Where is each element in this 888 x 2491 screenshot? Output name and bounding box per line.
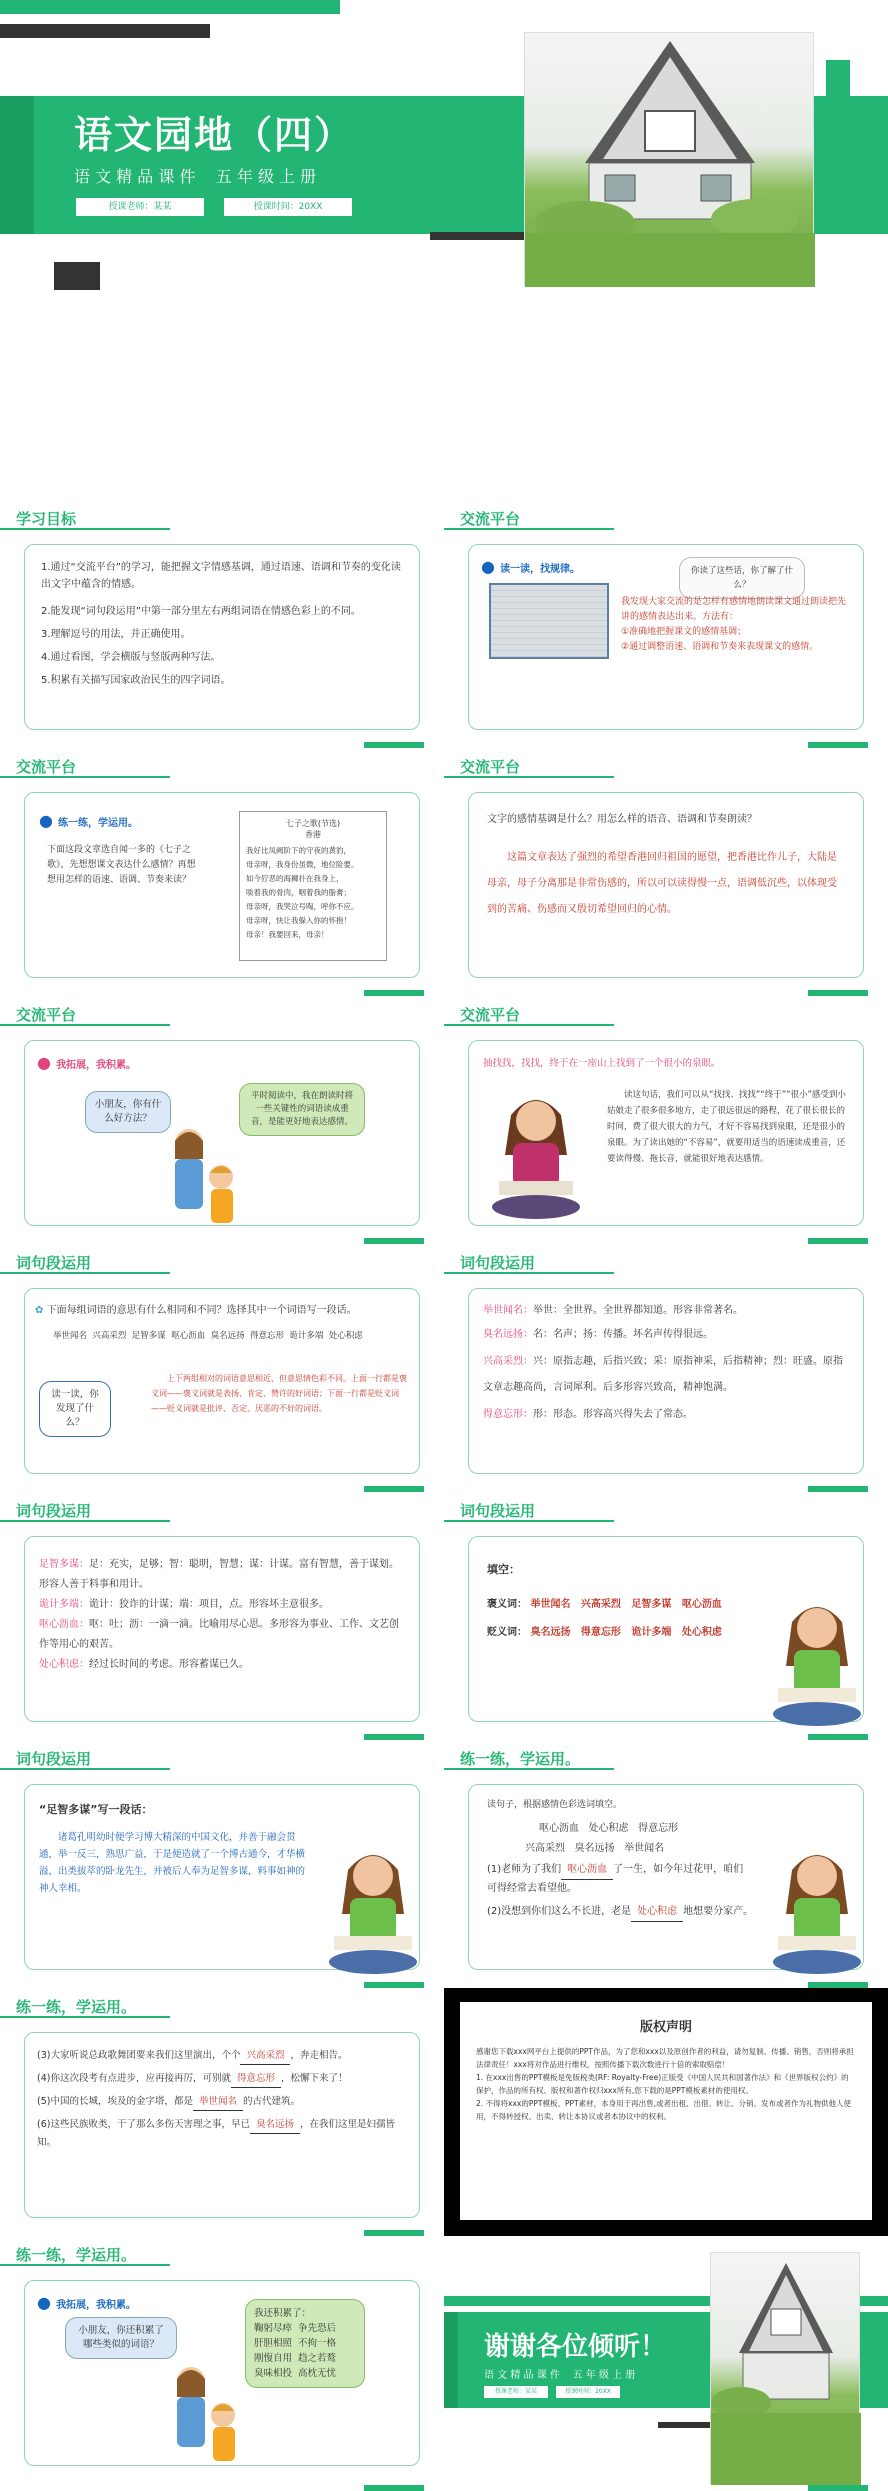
poem-sub: 香港 bbox=[305, 830, 321, 839]
slide-title: 版权声明 bbox=[639, 2020, 692, 2035]
term: 呕心沥血： bbox=[39, 1619, 89, 1630]
end-slide bbox=[444, 2236, 888, 2491]
bullet: 我拓展，我积累。 bbox=[56, 2300, 137, 2311]
word-list: 举世闻名 兴高采烈 足智多谋 呕心沥血 臭名远扬 得意忘形 诡计多端 处心积虑 bbox=[53, 1331, 363, 1341]
slide-title: 交流平台 bbox=[16, 1006, 77, 1024]
fill-label: 填空： bbox=[487, 1563, 520, 1576]
head-text: “足智多谋”写一段话： bbox=[39, 1803, 153, 1816]
subtitle: 语 文 精 品 课 件 五 年 级 上 册 bbox=[484, 2370, 636, 2381]
sentence-part: 了一生，如今年过花甲，咱们可得经常去看望他。 bbox=[487, 1864, 744, 1894]
poem-text: 我好比凤阙阶下的守夜的黄豹， 母亲呀，我身份虽微，地位险要。 如今狞恶的海狮扑在我身上， 啖着我的骨肉，咽着我的脂膏； 母亲呀，我哭泣号啕，呼你不应。 母亲呀，快让我躲入你的怀抱！ 母亲！我要回来，母亲！ bbox=[246, 846, 359, 939]
slide-practice-1 bbox=[444, 1740, 888, 1988]
girl-reading-illustration bbox=[762, 1840, 872, 1976]
girl-reading-illustration bbox=[481, 1085, 591, 1221]
bullet: 练一练，学运用。 bbox=[58, 818, 139, 829]
teacher-bubble: 小朋友，你有什么好方法？ bbox=[85, 1091, 171, 1133]
sentence-part: ，松懈下来了！ bbox=[280, 2073, 348, 2084]
slide-title: 交流平台 bbox=[16, 758, 77, 776]
slide-words-1: 词句段运用 ✿ 下面每组词语的意思有什么相同和不同？选择其中一个词语写一段话。 举世闻名 兴高采烈 足智多谋 呕心沥血 臭名远扬 得意忘形 诡计多端 处心积虑 读一读，你发现了什么？ 上下两组相对的词语意思相近，但意思情色彩不同。上面一行都是褒义词——褒义词就是表扬、肯定、赞许的好词语；下面一行都是贬义词——贬义词就是批评、否定、厌恶的不好的词语。 bbox=[0, 1244, 444, 1492]
definition: 足：充实，足够；智：聪明，智慧；谋：计谋。富有智慧，善于谋划。形容人善于料事和用计。 bbox=[39, 1559, 399, 1590]
sentence-part: (4)你这次段考有点进步，应再接再厉，可别就 bbox=[37, 2073, 231, 2084]
thanks-title: 谢谢各位倾听！ bbox=[484, 2332, 667, 2362]
copyright-text: 感谢您下载xxx网平台上提供的PPT作品，为了您和xxx以及原创作者的利益，请勿复制、传播、销售，否则将承担法律责任！xxx将对作品进行维权，按照传播下载次数进行十倍的索取赔偿！ 1. 在xxx出售的PPT模板是免版税类(RF: Royalty-Free)正版受《中国人民共和国著作法》和《世界版权公约》的保护，作品的所有权、版权和著作权归xxx所有,您下载的是PPT模板素材的使用权。 2. 不得将xxx的PPT模板、PPT素材，本身用于再出售,或者出租、出借、转让、分销、发布或者作为礼物供他人使用，不得转授权、出卖、转让本协议或者本协议中的权利。 bbox=[476, 2047, 854, 2121]
commend-label: 褒义词： bbox=[487, 1599, 527, 1610]
answer-blank[interactable]: 呕心沥血 bbox=[561, 1861, 613, 1880]
commend-words: 举世闻名 兴高采烈 足智多谋 呕心沥血 bbox=[530, 1599, 722, 1610]
slide-words-5 bbox=[0, 1740, 444, 1988]
bubble: 读一读，你发现了什么？ bbox=[39, 1381, 111, 1437]
slide-exchange-4: 交流平台 ● 我拓展，我积累。 小朋友，你有什么好方法？ 平时阅读中，我在朗读时将一些关键性的词语读成重音，是能更好地表达感情。 bbox=[0, 996, 444, 1244]
teacher-child-illustration bbox=[157, 2357, 247, 2467]
subtitle: 语 文 精 品 课 件 五 年 级 上 册 bbox=[74, 167, 317, 186]
girl-reading-illustration bbox=[318, 1840, 428, 1976]
slide-title: 词句段运用 bbox=[460, 1254, 536, 1272]
slide-title: 练一练，学运用。 bbox=[16, 1998, 137, 2016]
definition: 举世：全世界。全世界都知道。形容非常著名。 bbox=[533, 1305, 743, 1316]
term: 处心积虑： bbox=[39, 1659, 89, 1670]
answer-blank[interactable]: 兴高采烈 bbox=[240, 2047, 290, 2065]
goal-item: 1.通过“交流平台”的学习，能把握文字情感基调，通过语速、语调和节奏的变化读出文字中蕴含的情感。 bbox=[41, 562, 401, 590]
teacher-label: 授课老师：某某 bbox=[484, 2386, 548, 2398]
slide-words-2 bbox=[444, 1244, 888, 1492]
slide-title: 词句段运用 bbox=[16, 1254, 92, 1272]
bubble: 你读了这些话，你了解了什么？ bbox=[679, 557, 805, 599]
slide-title: 练一练，学运用。 bbox=[16, 2246, 137, 2264]
answer-text: 我发现大家交流的是怎样有感情地朗读课文通过朗读把先讲的感情表达出来。方法有： ①准确地把握课文的感情基调； ②通过调整语速、语调和节奏来表现课文的感情。 bbox=[621, 597, 847, 652]
term: 得意忘形： bbox=[483, 1409, 533, 1420]
word-row: 兴高采烈 臭名远扬 举世闻名 bbox=[525, 1843, 665, 1854]
slide-title: 练一练，学运用。 bbox=[460, 1750, 581, 1768]
book-photo bbox=[489, 583, 609, 659]
house-photo bbox=[710, 2252, 860, 2484]
slide-title: 词句段运用 bbox=[16, 1750, 92, 1768]
sentence-part: 地想要分家产。 bbox=[683, 1906, 754, 1917]
definition: 呕：吐；沥：一滴一滴。比喻用尽心思。多形容为事业、工作、文艺创作等用心的艰苦。 bbox=[39, 1619, 399, 1650]
term: 举世闻名： bbox=[483, 1305, 533, 1316]
term: 臭名远扬： bbox=[483, 1329, 533, 1340]
girl-reading-illustration bbox=[762, 1592, 872, 1728]
answer-text: 这篇文章表达了强烈的希望香港回归祖国的愿望，把香港比作儿子，大陆是母亲，母子分离那是非常伤感的，所以可以读得慢一点，语调低沉些，以体现受到的苦痛、伤感而又殷切希望回归的心情。 bbox=[487, 852, 837, 915]
sentence-part: (6)这些民族败类，干了那么多伤天害理之事，早已 bbox=[37, 2119, 250, 2130]
answer-blank[interactable]: 举世闻名 bbox=[193, 2093, 243, 2111]
goal-item: 5.积累有关描写国家政治民生的四字词语。 bbox=[41, 675, 231, 686]
sentence-part: (5)中国的长城，埃及的金字塔，都是 bbox=[37, 2096, 193, 2107]
poem-box bbox=[239, 811, 387, 961]
sentence-part: ，在我们这里是妇孺皆知。 bbox=[37, 2119, 395, 2148]
slide-practice-2 bbox=[0, 1988, 444, 2236]
answer-blank[interactable]: 臭名远扬 bbox=[250, 2116, 300, 2134]
child-bubble: 平时阅读中，我在朗读时将一些关键性的词语读成重音，是能更好地表达感情。 bbox=[239, 1083, 365, 1136]
question-text: 下面每组词语的意思有什么相同和不同？选择其中一个词语写一段话。 bbox=[46, 1305, 357, 1316]
goal-item: 4.通过看图，学会横版与竖版两种写法。 bbox=[41, 652, 221, 663]
definition: 经过长时间的考虑。形容蓄谋已久。 bbox=[89, 1659, 249, 1670]
question-text: 下面这段文章选自闻一多的《七子之歌》，先想想课文表达什么感情？再想想用怎样的语速、语调、节奏来读？ bbox=[47, 845, 196, 885]
goal-item: 2.能发现“词句段运用”中第一部分里左右两组词语在情感色彩上的不同。 bbox=[41, 606, 361, 617]
slide-copyright bbox=[444, 1988, 888, 2236]
time-label: 授课时间：20XX bbox=[224, 198, 352, 216]
sentence-part: (2)没想到你们这么不长进，老是 bbox=[487, 1906, 632, 1917]
house-photo bbox=[524, 32, 814, 286]
answer-blank[interactable]: 处心积虑 bbox=[631, 1903, 683, 1922]
slide-exchange-1: 交流平台 ● 读一读，找规律。 你读了这些话，你了解了什么？ 我发现大家交流的是怎样有感情地朗读课文通过朗读把先讲的感情表达出来。方法有： ①准确地把握课文的感情基调； ②通过调整语速、语调和节奏来表现课文的感情。 bbox=[444, 500, 888, 748]
slide-words-4 bbox=[444, 1492, 888, 1740]
slide-words-3 bbox=[0, 1492, 444, 1740]
bullet: 读一读，找规律。 bbox=[500, 564, 581, 575]
question-text: 文字的感情基调是什么？用怎么样的语音、语调和节奏朗读？ bbox=[487, 814, 757, 825]
paragraph: 诸葛孔明幼时便学习博大精深的中国文化，并善于融会贯通，举一反三，熟思广益，于是便造就了一个博古通今，才华横溢，出类拔萃的卧龙先生，并被后人奉为足智多谋，料事如神的神人幸相。 bbox=[39, 1832, 306, 1894]
slide-exchange-2: 交流平台 ● 练一练，学运用。 下面这段文章选自闻一多的《七子之歌》，先想想课文表达什么感情？再想想用怎样的语速、语调、节奏来读？ 七子之歌(节选) 香港 我好比凤阙阶下的守夜的黄豹， 母亲呀，我身份虽微，地位险要。 如今狞恶的海狮扑在我身上， 啖着我的骨肉，咽着我的脂膏； 母亲呀，我哭泣号啕，呼你不应。 母亲呀，快让我躲入你的怀抱！ 母亲！我要回来，母亲！ bbox=[0, 748, 444, 996]
explain-text: 读这句话，我们可以从“找找、找找”“终于”“很小”感受到小姑娘走了很多很多地方，走了很远很远的路程，花了很长很长的时间，费了很大很大的力气，才好不容易找到泉眼，还是很小的泉眼。为了读出她的“不容易”，就要用适当的语速读成重音，还要读得慢、拖长音，就能很好地表达感情。 bbox=[607, 1090, 846, 1164]
derog-label: 贬义词： bbox=[487, 1627, 527, 1638]
slide-title: 交流平台 bbox=[460, 510, 521, 528]
question-text: 读句子，根据感情色彩选词填空。 bbox=[487, 1800, 623, 1810]
derog-words: 臭名远扬 得意忘形 诡计多端 处心积虑 bbox=[530, 1627, 722, 1638]
teacher-label: 授课老师：某某 bbox=[76, 198, 204, 216]
slide-exchange-5 bbox=[444, 996, 888, 1244]
head-text: 抽找找，找找，终于在一座山上找到了一个很小的泉眼。 bbox=[483, 1058, 721, 1069]
slide-title: 词句段运用 bbox=[16, 1502, 92, 1520]
child-bubble: 我还积累了： 鞠躬尽瘁 争先恐后 肝胆相照 不拘一格 刚愎自用 趋之若鹜 臭味相投 高枕无忧 bbox=[245, 2299, 365, 2388]
slide-exchange-3 bbox=[444, 748, 888, 996]
cover-slide bbox=[0, 0, 888, 300]
teacher-child-illustration bbox=[155, 1119, 245, 1229]
slide-title: 交流平台 bbox=[460, 1006, 521, 1024]
poem-title: 七子之歌(节选) bbox=[285, 819, 341, 828]
answer-text: 上下两组相对的词语意思相近，但意思情色彩不同。上面一行都是褒义词——褒义词就是表扬、肯定、赞许的好词语；下面一行都是贬义词——贬义词就是批评、否定、厌恶的不好的词语。 bbox=[151, 1374, 407, 1413]
term: 诡计多端： bbox=[39, 1599, 89, 1610]
slide-title: 学习目标 bbox=[16, 510, 77, 528]
sentence-part: 的古代建筑。 bbox=[242, 2096, 300, 2107]
goal-item: 3.理解逗号的用法，并正确使用。 bbox=[41, 629, 191, 640]
teacher-bubble: 小朋友，你还积累了哪些类似的词语？ bbox=[65, 2317, 177, 2359]
sentence-part: (3)大家听说总政歌舞团要来我们这里演出，个个 bbox=[37, 2050, 241, 2061]
definition: 诡计：狡诈的计谋；端：项目，点。形容坏主意很多。 bbox=[89, 1599, 329, 1610]
sentence-part: ，奔走相告。 bbox=[290, 2050, 348, 2061]
answer-blank[interactable]: 得意忘形 bbox=[231, 2070, 281, 2088]
definition: 名：名声；扬：传播。坏名声传得很远。 bbox=[533, 1329, 713, 1340]
definition: 形：形态。形容高兴得失去了常态。 bbox=[533, 1409, 693, 1420]
slide-title: 交流平台 bbox=[460, 758, 521, 776]
bullet: 我拓展，我积累。 bbox=[56, 1060, 137, 1071]
page-title: 语文园地（四） bbox=[74, 113, 355, 157]
slide-title: 词句段运用 bbox=[460, 1502, 536, 1520]
definition: 兴：原指志趣，后指兴致；采：原指神采，后指精神；烈：旺盛。原指文章志趣高尚，言词犀利。后多形容兴致高，精神饱满。 bbox=[483, 1356, 843, 1393]
slide-practice-3: 练一练，学运用。 ● 我拓展，我积累。 小朋友，你还积累了哪些类似的词语？ 我还积累了： 鞠躬尽瘁 争先恐后 肝胆相照 不拘一格 刚愎自用 趋之若鹜 臭味相投 高枕无忧 bbox=[0, 2236, 444, 2491]
slide-learning-goals bbox=[0, 500, 444, 748]
time-label: 授课时间：20XX bbox=[556, 2386, 620, 2398]
word-row: 呕心沥血 处心积虑 得意忘形 bbox=[539, 1823, 679, 1834]
term: 兴高采烈： bbox=[483, 1356, 533, 1367]
term: 足智多谋： bbox=[39, 1559, 89, 1570]
sentence-part: (1)老师为了我们 bbox=[487, 1864, 562, 1875]
